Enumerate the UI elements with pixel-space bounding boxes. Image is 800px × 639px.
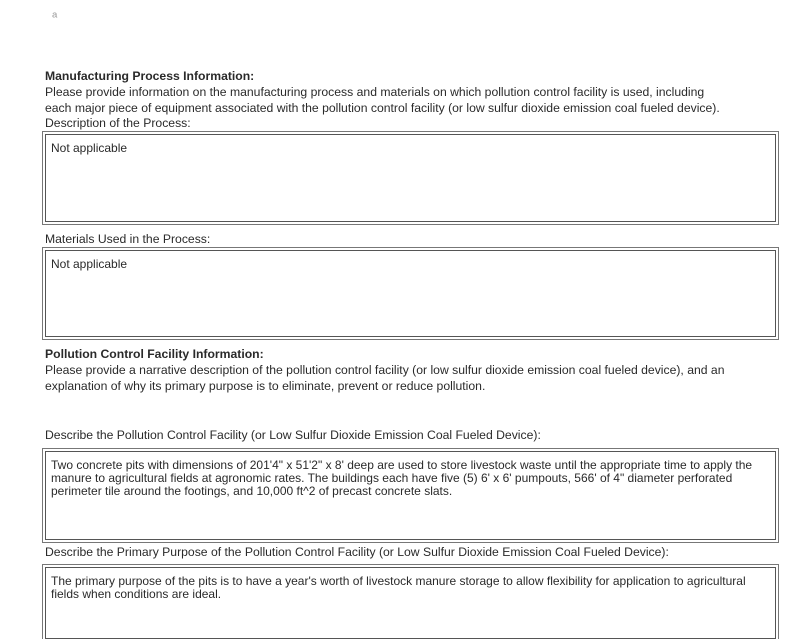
pollution-intro-line1: Please provide a narrative description of the pollution control facility (or low sulfur dioxide emission coal fueled device), and an <box>45 363 725 377</box>
primary-purpose-value: The primary purpose of the pits is to have a year's worth of livestock manure storage to allow flexibility for application to agricultural fields when conditions are ideal. <box>51 574 746 601</box>
scan-mark: ᵃ <box>52 8 58 24</box>
primary-purpose-field[interactable] <box>45 567 776 639</box>
process-description-field[interactable] <box>45 134 776 222</box>
pollution-intro-line2: explanation of why its primary purpose is to eliminate, prevent or reduce pollution. <box>45 379 486 393</box>
pollution-heading: Pollution Control Facility Information: <box>45 347 264 361</box>
describe-facility-field[interactable] <box>45 451 776 540</box>
describe-facility-value: Two concrete pits with dimensions of 201'4" x 51'2" x 8' deep are used to store livestock waste until the appropriate time to apply the manure to agricultural fields at agronomic rates. The buildings each have five (5) 6' x 6' pumpouts, 566' of 4" diameter perforated perimeter tile around the footings, and 10,000 ft^2 of precast concrete slats. <box>51 458 753 498</box>
process-description-value: Not applicable <box>51 141 128 155</box>
manufacturing-intro-line1: Please provide information on the manufacturing process and materials on which pollution control facility is used, including <box>45 85 705 99</box>
manufacturing-heading: Manufacturing Process Information: <box>45 69 255 83</box>
describe-facility-label: Describe the Pollution Control Facility (or Low Sulfur Dioxide Emission Coal Fueled Device): <box>45 428 541 442</box>
materials-label: Materials Used in the Process: <box>45 232 211 246</box>
manufacturing-intro-line2: each major piece of equipment associated with the pollution control facility (or low sulfur dioxide emission coal fueled device). <box>45 101 720 115</box>
process-description-label: Description of the Process: <box>45 116 191 130</box>
materials-value: Not applicable <box>51 257 128 271</box>
materials-field[interactable] <box>45 250 776 337</box>
primary-purpose-label: Describe the Primary Purpose of the Pollution Control Facility (or Low Sulfur Dioxide Emission Coal Fueled Device): <box>45 545 669 559</box>
